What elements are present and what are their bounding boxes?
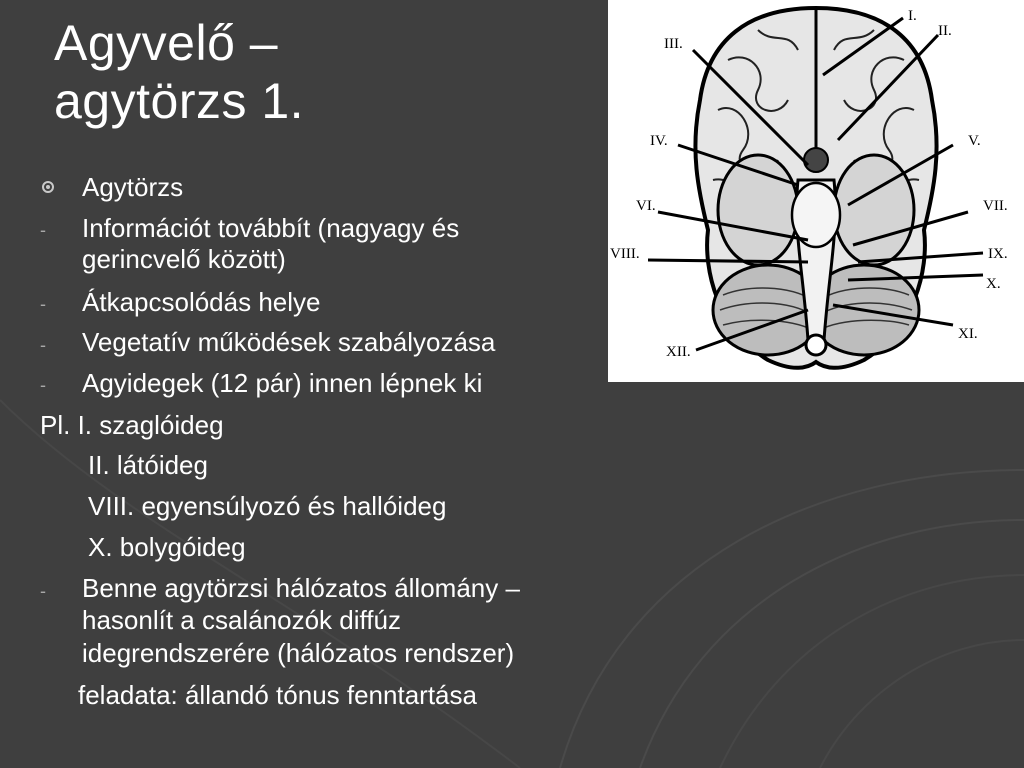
brain-base-illustration	[608, 0, 1024, 382]
label-v: V.	[968, 133, 981, 149]
label-xi: XI.	[958, 326, 978, 342]
bullet-atkapcsolodas: Átkapcsolódás helye	[82, 287, 321, 317]
dash-bullet-icon: -	[40, 375, 46, 395]
circle-bullet-icon	[42, 181, 54, 193]
bullet-informacio-line1: Információt továbbít (nagyagy és	[82, 213, 460, 243]
bullet-agyidegek: Agyidegek (12 pár) innen lépnek ki	[82, 368, 483, 398]
bullet-vegetativ: Vegetatív működések szabályozása	[82, 327, 496, 357]
dash-bullet-icon: -	[40, 220, 46, 240]
example-line: VIII. egyensúlyozó és hallóideg	[88, 491, 447, 521]
example-line: Pl. I. szaglóideg	[40, 410, 224, 440]
label-x: X.	[986, 276, 1001, 292]
bullet-agytorzs: Agytörzs	[82, 172, 184, 202]
label-xii: XII.	[666, 344, 691, 360]
label-ii: II.	[938, 23, 952, 39]
dash-bullet-icon: -	[40, 581, 46, 601]
label-vi: VI.	[636, 198, 656, 214]
label-ix: IX.	[988, 246, 1008, 262]
brain-diagram-svg	[608, 0, 1024, 382]
bullet-halozatos-line2: hasonlít a csalánozók diffúz	[82, 605, 401, 635]
closing-line: feladata: állandó tónus fenntartása	[78, 680, 477, 710]
bullet-halozatos-line3: idegrendszerére (hálózatos rendszer)	[82, 638, 515, 668]
bullet-halozatos-line1: Benne agytörzsi hálózatos állomány –	[82, 573, 520, 603]
dash-bullet-icon: -	[40, 335, 46, 355]
example-line: II. látóideg	[88, 450, 208, 480]
label-viii: VIII.	[610, 246, 640, 262]
label-iii: III.	[664, 36, 683, 52]
title-line-2: agytörzs 1.	[54, 73, 305, 129]
bullet-informacio-line2: gerincvelő között)	[82, 244, 286, 274]
title-line-1: Agyvelő –	[54, 15, 279, 71]
label-iv: IV.	[650, 133, 668, 149]
label-i: I.	[908, 8, 917, 24]
dash-bullet-icon: -	[40, 294, 46, 314]
example-line: X. bolygóideg	[88, 532, 246, 562]
label-vii: VII.	[983, 198, 1008, 214]
